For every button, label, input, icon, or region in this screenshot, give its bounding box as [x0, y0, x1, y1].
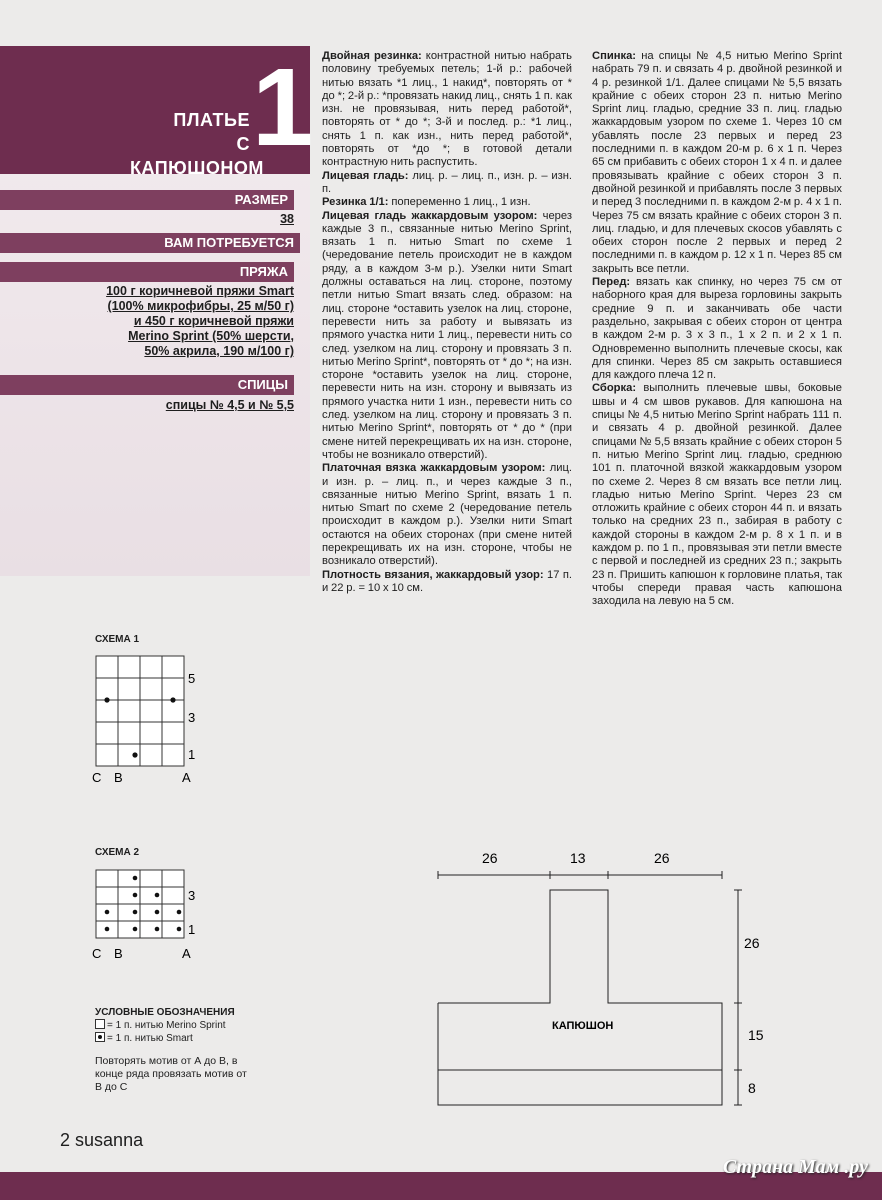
yarn-line: 50% акрила, 190 м/100 г) — [144, 344, 294, 358]
dim-side-top: 26 — [744, 935, 760, 951]
size-header: РАЗМЕР — [0, 190, 294, 210]
schema-2-label: СХЕМА 2 — [95, 847, 140, 858]
legend-item-merino: = 1 п. нитью Merino Sprint — [95, 1019, 265, 1032]
yarn-line: 100 г коричневой пряжи Smart — [106, 284, 294, 298]
instructions-column-2 — [592, 50, 842, 608]
paragraph: Сборка: выполнить плечевые швы, боковые швы и 4 см швов рукавов. Для капюшона на спицы № 4,5 нитью Merino Sprint набрать 111 п. и связать 4 р. двойной резинкой. Далее спицами № 5,5 вязать крайние с обеих сторон 5 п. нитью Merino Sprint лиц. гладью, среднюю 101 п. платочной вязкой жаккардовым узором по схеме 2. Через 8 см вязать все петли лиц. гладью нитью Merino Sprint. Через 23 см отложить крайние с обеих сторон 44 п. и вязать только на средних 23 п., забирая в работу с каждой стороны в каждом 2-м р. 8 х 1 п. и в каждом р. по 1 п., провязывая эти петли вместе с первой и последней из средних 23 п.; закрыть 23 п. Пришить капюшон к горловине платья, так чтобы спереди правая часть капюшона заходила на левую на 5 см. — [592, 382, 842, 608]
paragraph: Резинка 1/1: попеременно 1 лиц., 1 изн. — [322, 196, 531, 209]
col-label: А — [182, 770, 191, 785]
magazine-name: susanna — [75, 1130, 144, 1150]
paragraph: Плотность вязания, жаккардовый узор: 17 п. и 22 р. = 10 х 10 см. — [322, 568, 572, 594]
page-title — [130, 108, 264, 180]
page-footer — [60, 1130, 143, 1151]
paragraph: Лицевая гладь: лиц. р. – лиц. п., изн. р. – изн. п. — [322, 169, 573, 195]
col-label: В — [114, 946, 123, 961]
legend-note: Повторять мотив от А до В, в конце ряда провязать мотив от В до С — [95, 1055, 247, 1093]
watermark: Страна Мам .ру — [722, 1156, 868, 1178]
hood-label: КАПЮШОН — [552, 1020, 614, 1032]
title-line-2: С КАПЮШОНОМ — [130, 134, 264, 178]
pattern-number: 1 — [252, 46, 314, 169]
needles-header: СПИЦЫ — [0, 375, 294, 395]
col-label: А — [182, 946, 191, 961]
legend-item-smart: = 1 п. нитью Smart — [95, 1032, 265, 1045]
needs-header: ВАМ ПОТРЕБУЕТСЯ — [0, 233, 300, 253]
yarn-line: (100% микрофибры, 25 м/50 г) — [107, 299, 294, 313]
dim-side-bottom: 8 — [748, 1080, 756, 1096]
empty-cell-icon — [95, 1019, 105, 1029]
schema-1-label: СХЕМА 1 — [95, 634, 140, 645]
yarn-line: и 450 г коричневой пряжи — [133, 314, 294, 328]
page-number: 2 — [60, 1130, 71, 1150]
schema-1-chart — [88, 648, 228, 788]
dim-top-left: 26 — [482, 850, 498, 866]
row-label: 3 — [188, 710, 196, 725]
col-label: С — [92, 946, 102, 961]
dim-side-mid: 15 — [748, 1027, 764, 1043]
size-value: 38 — [280, 212, 294, 226]
yarn-description — [60, 284, 294, 359]
yarn-header: ПРЯЖА — [0, 262, 294, 282]
paragraph: Двойная резинка: контрастной нитью набрать половину требуемых петель; 1-й р.: рабочей нитью вязать *1 лиц., 1 накид*, повторять от * до *; 2-й р.: *провязать накид лиц., снять 1 п. как изн. не провязывая, нить перед работой*, повторять от * до *; 3-й и послед. р.: *1 лиц., снять 1 п. как изн., нить перед работой*, повторять от *до *; в готовой детали контрастную нить распустить. — [322, 50, 572, 169]
hood-pattern-diagram — [420, 845, 780, 1115]
paragraph: Лицевая гладь жаккардовым узором: через каждые 3 п., связанные нитью Merino Sprint, вязать 1 п. нитью Smart по схеме 1 (чередование петель происходит не в каждом ряду, а в каждом 3-м р.). Узелки нити Smart должны оставаться на лиц. стороне, поэтому петли нитью Smart вязать след. образом: на лиц. стороне *оставить узелок на лиц. стороне, перевести нить за работу и вывязать из прямого участка нити 1 лиц., перевести нить со след. узелком на лиц. сторону и провязать 3 п. нитью Merino Sprint*, повторять от * до *; на изн. стороне *оставить узелок на лиц. стороне, перевести нить на изн. сторону и вывязать из прямого участка нити 1 изн., перевести нить со след. узелком на лиц. сторону и провязать 3 п. нитью Merino Sprint*, повторять от * до * (при смене нитей перекрещивать их на изн. стороне, чтобы не возникало отверстий). — [322, 209, 573, 461]
dot-cell-icon — [95, 1032, 105, 1042]
row-label: 3 — [188, 888, 196, 903]
col-label: С — [92, 770, 102, 785]
needles-value: спицы № 4,5 и № 5,5 — [165, 398, 294, 412]
col-label: В — [114, 770, 123, 785]
dim-top-mid: 13 — [570, 850, 586, 866]
schema-2-chart — [88, 862, 228, 962]
row-label: 1 — [188, 922, 196, 937]
yarn-line: Merino Sprint (50% шерсти, — [128, 329, 294, 343]
paragraph: Спинка: на спицы № 4,5 нитью Merino Sprint набрать 79 п. и связать 4 р. двойной резинкой и 4 р. резинкой 1/1. Далее спицами № 5,5 вязать крайние с обеих сторон 23 п. нитью Merino Sprint лиц. гладью, средние 33 п. лиц. гладью жаккардовым узором по схеме 1. Через 10 см убавлять после 23 первых и перед 23 последними п. в каждом 20-м р. 6 х 1 п. Через 65 см прибавить с обеих сторон 1 х 4 п. и далее провязывать крайние с обеих сторон 3 п. двойной резинкой и прибавлять после 3 первых и перед 3 последними п. в каждом 2-м р. 4 х 1 п. Через 75 см вязать крайние с обеих сторон 3 п. лиц. гладью, и для плечевых скосов убавлять с обеих сторон после 2 первых и перед 2 последними п. в каждом р. 12 х 1 п. Через 85 см закрыть все петли. — [592, 50, 842, 275]
dim-top-right: 26 — [654, 850, 670, 866]
instructions-column-1 — [322, 50, 572, 595]
row-label: 1 — [188, 747, 196, 762]
paragraph: Перед: вязать как спинку, но через 75 см от наборного края для выреза горловины закрыть средние 9 п. и заканчивать обе части раздельно, закрывая с обеих сторон от центра в каждом 2-м р. 3 х 3 п., 1 х 2 п. и 2 х 1 п. Одновременно выполнить плечевые скосы, как для спинки. Через 85 см закрыть оставшиеся для каждого плеча 12 п. — [592, 276, 842, 382]
paragraph: Платочная вязка жаккардовым узором: лиц. и изн. р. – лиц. п., и через каждые 3 п., связанные нитью Merino Sprint, вязать 1 п. нитью Smart по схеме 2 (чередование петель происходит в каждом р.). Узелки нити Smart остаются на обеих сторонах (при смене нитей перекрещивать их на изн. стороне, чтобы не возникало отверстий). — [322, 462, 572, 568]
title-line-1: ПЛАТЬЕ — [173, 110, 250, 130]
row-label: 5 — [188, 671, 196, 686]
legend-title: УСЛОВНЫЕ ОБОЗНАЧЕНИЯ — [95, 1007, 235, 1018]
legend — [95, 1006, 265, 1094]
